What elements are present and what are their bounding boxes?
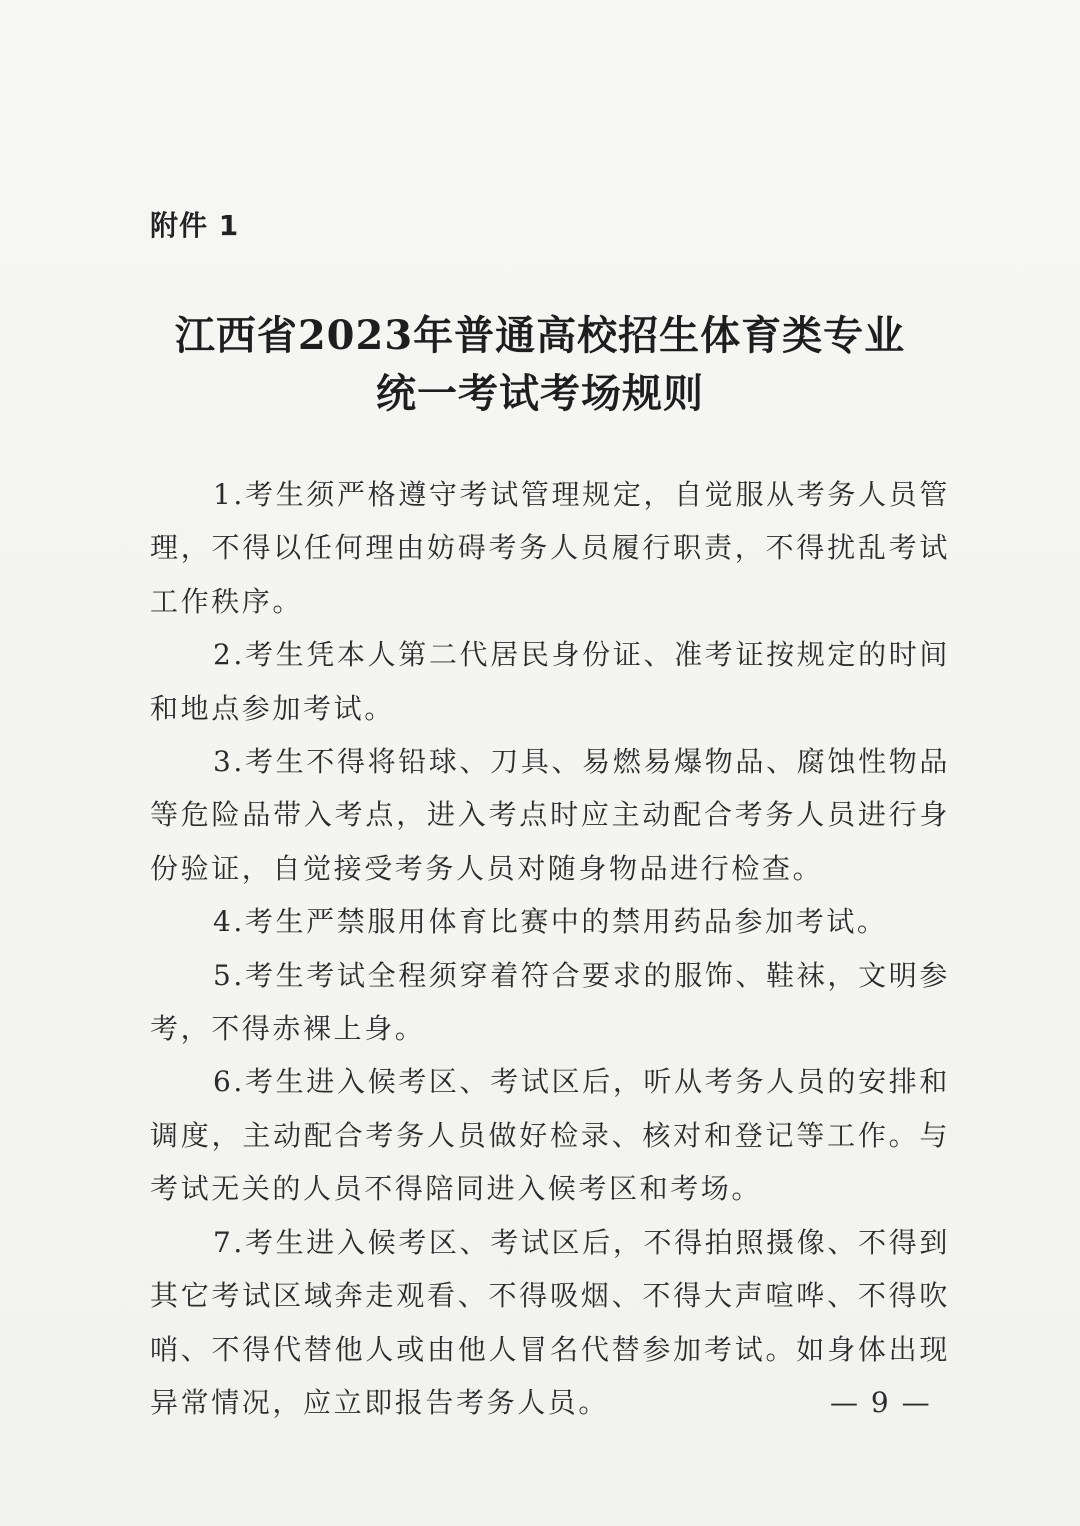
document-title-line-1: 江西省2023年普通高校招生体育类专业	[174, 312, 906, 359]
page-number: — 9 —	[830, 1386, 932, 1419]
rule-paragraph-2: 2.考生凭本人第二代居民身份证、准考证按规定的时间和地点参加考试。	[150, 638, 950, 725]
rule-paragraph-7: 7.考生进入候考区、考试区后，不得拍照摄像、不得到其它考试区域奔走观看、不得吸烟、不得大声喧哗、不得吹哨、不得代替他人或由他人冒名代替参加考试。如身体出现异常情况，应立即报告考务人员。	[150, 1225, 950, 1419]
document-title-line-2: 统一考试考场规则	[376, 370, 704, 417]
rule-paragraph-1: 1.考生须严格遵守考试管理规定，自觉服从考务人员管理，不得以任何理由妨碍考务人员履行职责，不得扰乱考试工作秩序。	[150, 478, 950, 618]
rule-paragraph-5: 5.考生考试全程须穿着符合要求的服饰、鞋袜，文明参考，不得赤裸上身。	[150, 958, 950, 1046]
rule-paragraph-4: 4.考生严禁服用体育比赛中的禁用药品参加考试。	[213, 905, 888, 939]
attachment-label: 附件 1	[150, 209, 240, 242]
rule-paragraph-3: 3.考生不得将铅球、刀具、易燃易爆物品、腐蚀性物品等危险品带入考点，进入考点时应主动配合考务人员进行身份验证，自觉接受考务人员对随身物品进行检查。	[150, 745, 950, 885]
rules-body	[150, 468, 950, 1429]
rule-paragraph-6: 6.考生进入候考区、考试区后，听从考务人员的安排和调度，主动配合考务人员做好检录、核对和登记等工作。与考试无关的人员不得陪同进入候考区和考场。	[150, 1065, 950, 1206]
